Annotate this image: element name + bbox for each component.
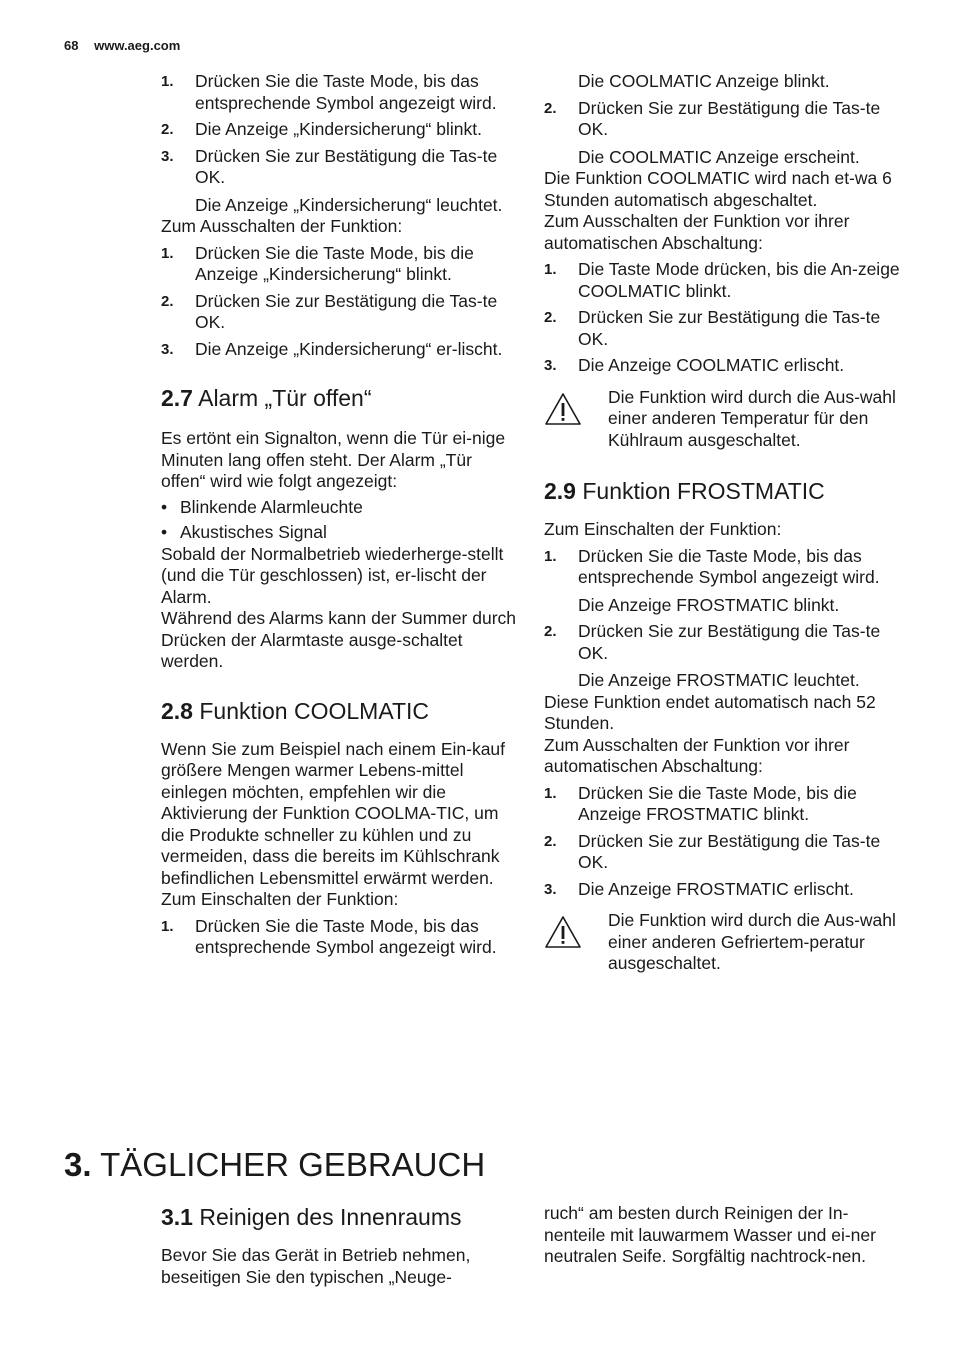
paragraph: Bevor Sie das Gerät in Betrieb nehmen, beseitigen Sie den typischen „Neuge- [161, 1245, 471, 1287]
section-heading: 3.1 Reinigen des Innenraums [161, 1204, 462, 1230]
chapter-heading: 3. TÄGLICHER GEBRAUCH [64, 1146, 486, 1183]
section-heading: 2.8 Funktion COOLMATIC [161, 697, 430, 724]
warning-note: Die Funktion wird durch die Aus-wahl einer anderen Temperatur für den Kühlraum ausgeschaltet. [544, 387, 904, 452]
list-item: 2. Drücken Sie zur Bestätigung die Tas-te OK. [544, 97, 881, 139]
list-item: 2. Drücken Sie zur Bestätigung die Tas-te OK. [544, 307, 881, 349]
paragraph: Zum Ausschalten der Funktion vor ihrer automatischen Abschaltung: [544, 734, 850, 776]
step-list [544, 783, 904, 901]
warning-note: Die Funktion wird durch die Aus-wahl einer anderen Gefriertem-peratur ausgeschaltet. [544, 910, 904, 975]
paragraph: Zum Einschalten der Funktion: [544, 519, 782, 539]
section-heading: 2.7 Alarm „Tür offen“ [161, 385, 372, 411]
section-3-1-right [544, 1203, 904, 1268]
bullet-item: • Blinkende Alarmleuchte [161, 496, 363, 517]
paragraph: Es ertönt ein Signalton, wenn die Tür ei-nige Minuten lang offen steht. Der Alarm „Tür offen“ wird wie folgt angezeigt: [161, 428, 506, 491]
list-item: 2. Drücken Sie zur Bestätigung die Tas-te OK. [544, 830, 881, 872]
paragraph: Zum Ausschalten der Funktion: [161, 216, 403, 236]
list-item: 3. Die Anzeige FROSTMATIC erlischt. [544, 878, 854, 899]
paragraph: Die Funktion COOLMATIC wird nach et-wa 6 Stunden automatisch abgeschaltet. [544, 168, 892, 210]
left-column [161, 71, 521, 959]
step-result: Die Anzeige FROSTMATIC blinkt. [578, 594, 840, 615]
step-result: Die COOLMATIC Anzeige erscheint. [578, 146, 860, 167]
step-result: Die Anzeige „Kindersicherung“ leuchtet. [195, 194, 503, 215]
step-list [161, 71, 521, 189]
list-item: 3. Die Anzeige COOLMATIC erlischt. [544, 355, 845, 375]
step-list [544, 259, 904, 377]
paragraph: ruch“ am besten durch Reinigen der In-nenteile mit lauwarmem Wasser und ei-ner neutralen Seife. Sorgfältig nachtrock-nen. [544, 1203, 876, 1266]
step-result: Die Anzeige FROSTMATIC leuchtet. [578, 670, 860, 690]
list-item: 2. Drücken Sie zur Bestätigung die Tas-te OK. [161, 290, 498, 332]
warning-triangle-icon [544, 392, 582, 426]
page-number: 68 [64, 38, 79, 53]
step-list [161, 916, 521, 959]
bullet-item: • Akustisches Signal [161, 522, 327, 542]
list-item: 2. Drücken Sie zur Bestätigung die Tas-te OK. [544, 621, 881, 663]
paragraph: Zum Ausschalten der Funktion vor ihrer automatischen Abschaltung: [544, 211, 850, 253]
page-header [64, 38, 180, 54]
paragraph: Sobald der Normalbetrieb wiederherge-stellt (und die Tür geschlossen) ist, er-lischt der Alarm. [161, 543, 504, 607]
step-list [161, 243, 521, 361]
paragraph: Während des Alarms kann der Summer durch Drücken der Alarmtaste ausge-schaltet werden. [161, 608, 517, 671]
list-item: 1. Drücken Sie die Taste Mode, bis die Anzeige „Kindersicherung“ blinkt. [161, 242, 474, 284]
section-heading: 2.9 Funktion FROSTMATIC [544, 478, 825, 504]
right-column [544, 71, 904, 975]
list-item: 1. Drücken Sie die Taste Mode, bis das entsprechende Symbol angezeigt wird. [544, 545, 880, 587]
list-item: 3. Die Anzeige „Kindersicherung“ er-lischt. [161, 338, 503, 359]
warning-triangle-icon [544, 915, 582, 949]
list-item: 1. Die Taste Mode drücken, bis die An-zeige COOLMATIC blinkt. [544, 259, 900, 301]
list-item: 1. Drücken Sie die Taste Mode, bis das entsprechende Symbol angezeigt wird. [161, 71, 497, 113]
step-result: Die COOLMATIC Anzeige blinkt. [578, 71, 830, 91]
list-item: 2. Die Anzeige „Kindersicherung“ blinkt. [161, 119, 482, 139]
section-3-1-left [161, 1203, 521, 1288]
paragraph: Diese Funktion endet automatisch nach 52 Stunden. [544, 691, 876, 733]
website: www.aeg.com [94, 38, 181, 53]
paragraph: Wenn Sie zum Beispiel nach einem Ein-kauf größere Mengen warmer Lebens-mittel einlegen möchten, empfehlen wir die Aktivierung der Funktion COOLMA-TIC, um die Produkte schneller zu kühlen und zu vermeiden, dass die bereits im Kühlschrank befindlichen Lebensmittel erwärmt werden. [161, 738, 506, 888]
list-item: 1. Drücken Sie die Taste Mode, bis das entsprechende Symbol angezeigt wird. [161, 915, 497, 957]
list-item: 1. Drücken Sie die Taste Mode, bis die Anzeige FROSTMATIC blinkt. [544, 782, 857, 824]
paragraph: Zum Einschalten der Funktion: [161, 889, 399, 909]
list-item: 3. Drücken Sie zur Bestätigung die Tas-te OK. [161, 145, 498, 187]
